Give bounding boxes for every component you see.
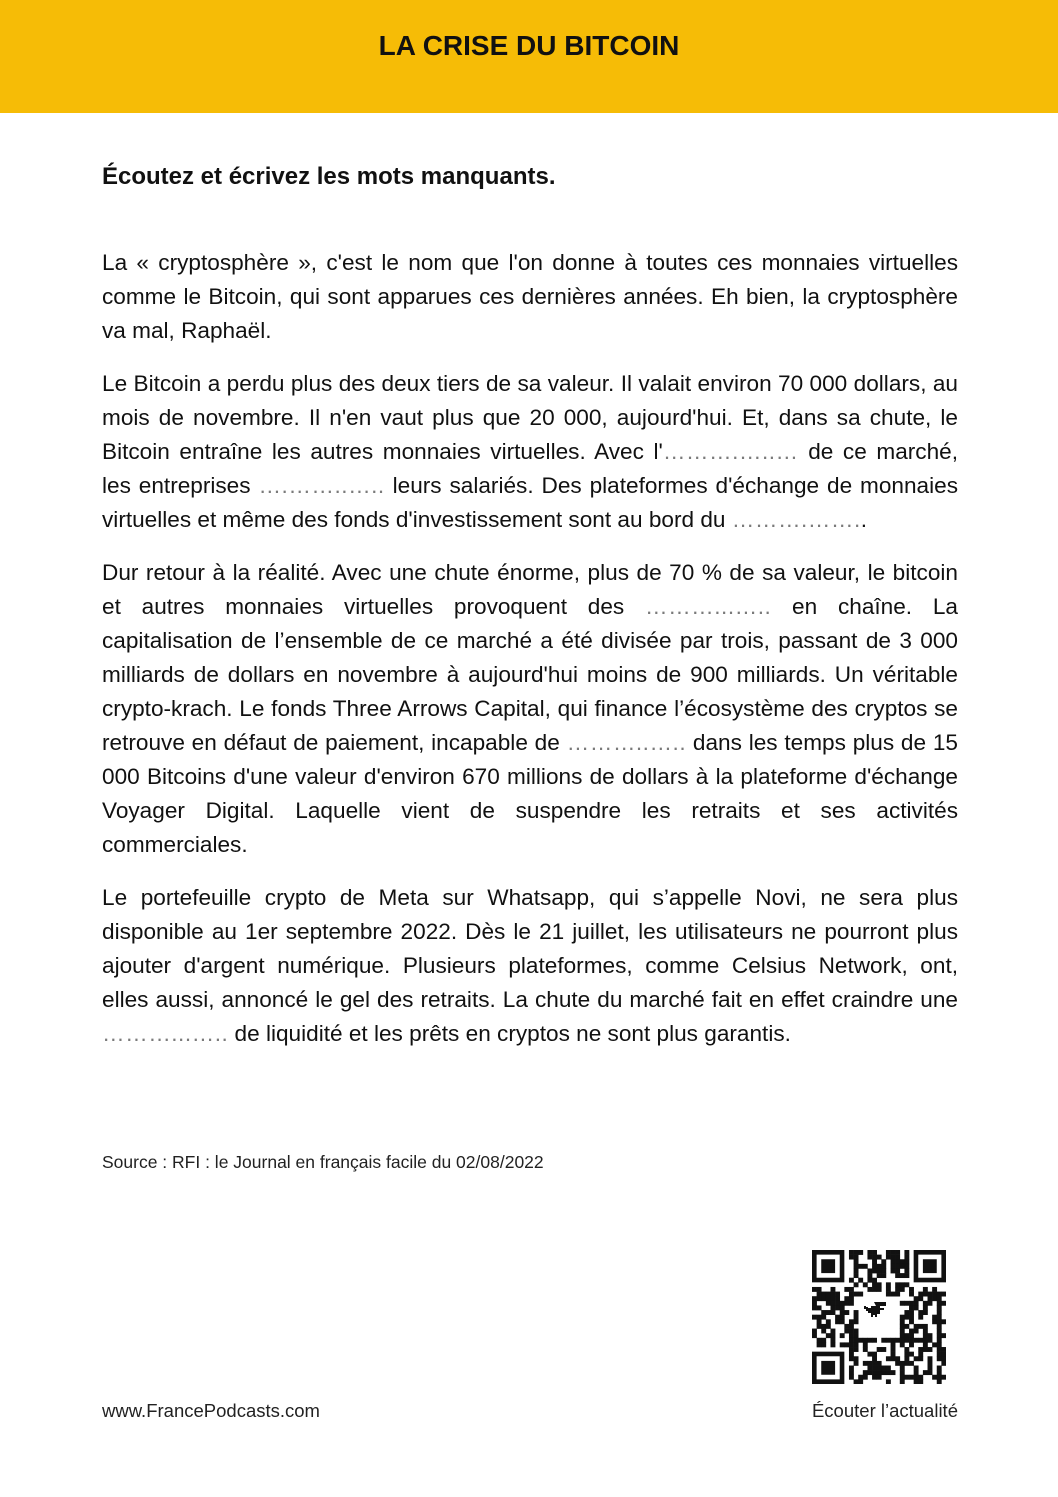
page-title: LA CRISE DU BITCOIN	[378, 30, 680, 61]
text-segment: de liquidité et les prêts en cryptos ne sont plus garantis.	[228, 1021, 791, 1046]
qr-code-icon[interactable]	[812, 1250, 946, 1384]
text-segment: Dur retour à la réalité. Avec une chute énorme, plus de 70 % de sa valeur, le bitcoin et autres monnaies virtuelles provoquent des	[102, 560, 958, 619]
text-segment: dans les temps plus de 15 000 Bitcoins d'une valeur d'environ 670 millions de dollars à la plateforme d'échange Voyager Digital. Laquelle vient de suspendre les retraits et ses activités commerciales.	[102, 730, 958, 857]
text-segment: en chaîne. La capitalisation de l’ensemble de ce marché a été divisée par trois, passant de 3 000 milliards de dollars en novembre à aujourd'hui moins de 900 milliards. Un véritable crypto-krach. Le fonds Three Arrows Capital, qui finance l’écosystème des cryptos se retrouve en défaut de paiement, incapable de	[102, 594, 958, 755]
blank-field: ……….…..…	[662, 439, 799, 464]
article-body	[102, 246, 958, 1070]
text-segment: leurs salariés. Des plateformes d'échange de monnaies virtuelles et même des fonds d'investissement sont au bord du	[102, 473, 959, 532]
paragraph-3	[102, 556, 958, 862]
blank-field: ………..…..	[566, 730, 687, 755]
qr-code-graphic	[812, 1250, 946, 1384]
paragraph-2	[102, 367, 958, 537]
paragraph-1-text: La « cryptosphère », c'est le nom que l'on donne à toutes ces monnaies virtuelles comme le Bitcoin, qui sont apparues ces dernières années. Eh bien, la cryptosphère va mal, Raphaël.	[102, 250, 958, 343]
text-segment: Le Bitcoin a perdu plus des deux tiers de sa valeur. Il valait environ 70 000 dollars, au mois de novembre. Il n'en vaut plus que 20 000, aujourd'hui. Et, dans sa chute, le Bitcoin entraîne les autres monnaies virtuelles. Avec l'	[102, 371, 958, 464]
blank-field: ………...…..	[102, 1021, 229, 1046]
listen-label: Écouter l’actualité	[811, 1400, 958, 1421]
text-segment: Le portefeuille crypto de Meta sur Whatsapp, qui s’appelle Novi, ne sera plus disponible au 1er septembre 2022. Dès le 21 juillet, les utilisateurs ne pourront plus ajouter d'argent numérique. Plusieurs plateformes, comme Celsius Network, ont, elles aussi, annoncé le gel des retraits. La chute du marché fait en effet craindre une	[102, 885, 958, 1012]
paragraph-1	[102, 246, 958, 348]
blank-field: ….……..…..	[258, 473, 385, 498]
blank-field: ……….…….	[731, 507, 861, 532]
blank-field: ………...…..	[644, 594, 772, 619]
paragraph-4	[102, 881, 958, 1051]
text-segment: de ce marché, les entreprises	[102, 439, 958, 498]
website-link[interactable]: www.FrancePodcasts.com	[102, 1400, 320, 1421]
instruction: Écoutez et écrivez les mots manquants.	[102, 163, 556, 190]
header-bar	[0, 0, 1058, 113]
text-segment: .	[860, 507, 868, 532]
source-citation: Source : RFI : le Journal en français facile du 02/08/2022	[102, 1152, 544, 1172]
